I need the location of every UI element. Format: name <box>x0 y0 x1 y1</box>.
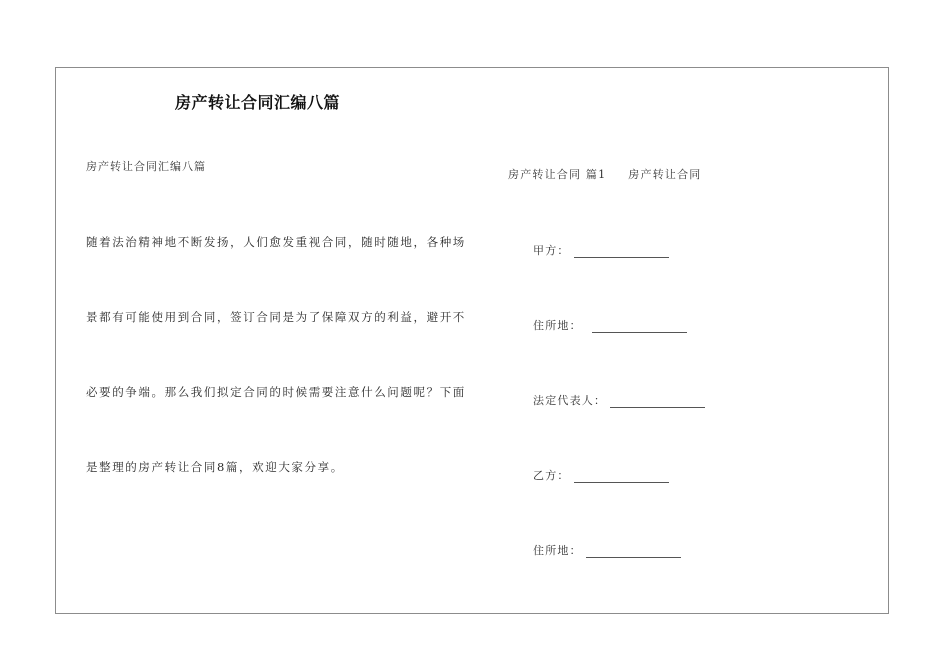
document-title: 房产转让合同汇编八篇 <box>175 93 341 112</box>
document-subtitle: 房产转让合同汇编八篇 <box>86 160 206 173</box>
party-a-address-blank[interactable] <box>592 322 687 333</box>
party-b-address-field <box>533 542 681 558</box>
party-b-label: 乙方： <box>533 469 570 482</box>
legal-representative-label: 法定代表人： <box>533 394 607 407</box>
intro-line-3: 必要的争端。那么我们拟定合同的时候需要注意什么问题呢？下面 <box>86 385 466 399</box>
section-heading: 房产转让合同 篇1 <box>508 168 607 181</box>
party-a-address-field <box>533 317 687 333</box>
intro-line-1: 随着法治精神地不断发扬，人们愈发重视合同，随时随地，各种场 <box>86 235 466 249</box>
intro-line-4: 是整理的房产转让合同8篇，欢迎大家分享。 <box>86 460 344 474</box>
legal-representative-field <box>533 392 705 408</box>
party-b-field <box>533 467 669 483</box>
party-a-field <box>533 242 669 258</box>
party-a-blank[interactable] <box>574 247 669 258</box>
party-a-address-label: 住所地： <box>533 319 582 332</box>
party-a-label: 甲方： <box>533 244 570 257</box>
party-b-address-label: 住所地： <box>533 544 582 557</box>
party-b-address-blank[interactable] <box>586 547 681 558</box>
party-b-blank[interactable] <box>574 472 669 483</box>
section-header <box>508 166 868 182</box>
right-column <box>508 166 868 557</box>
page-frame <box>55 67 889 614</box>
intro-line-2: 景都有可能使用到合同，签订合同是为了保障双方的利益，避开不 <box>86 310 466 324</box>
left-column <box>86 158 466 474</box>
section-name: 房产转让合同 <box>628 168 702 181</box>
legal-representative-blank[interactable] <box>610 397 705 408</box>
